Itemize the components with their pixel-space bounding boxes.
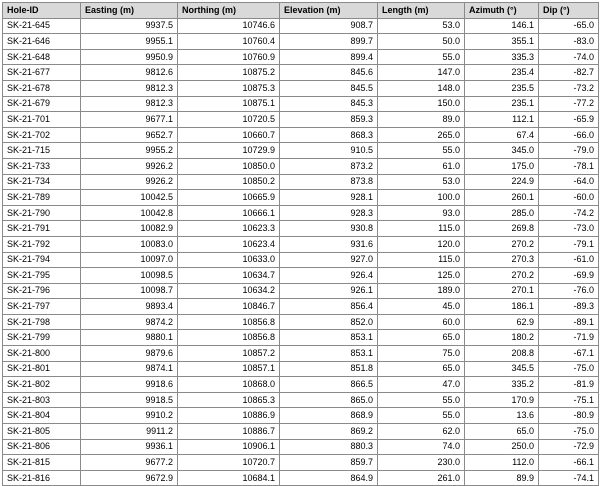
cell-easting: 9893.4 [81, 299, 178, 315]
cell-hole-id: SK-21-679 [3, 96, 81, 112]
cell-azimuth: 65.0 [465, 424, 539, 440]
table-row [3, 299, 599, 315]
cell-northing: 10875.2 [178, 65, 280, 81]
cell-elevation: 908.7 [280, 18, 378, 34]
cell-azimuth: 270.2 [465, 268, 539, 284]
cell-elevation: 899.7 [280, 34, 378, 50]
cell-dip: -72.9 [539, 439, 599, 455]
cell-hole-id: SK-21-702 [3, 127, 81, 143]
cell-azimuth: 13.6 [465, 408, 539, 424]
cell-azimuth: 62.9 [465, 314, 539, 330]
cell-elevation: 873.2 [280, 158, 378, 174]
cell-azimuth: 270.3 [465, 252, 539, 268]
cell-easting: 9926.2 [81, 158, 178, 174]
cell-azimuth: 345.0 [465, 143, 539, 159]
table-row [3, 268, 599, 284]
table-row [3, 236, 599, 252]
cell-northing: 10906.1 [178, 439, 280, 455]
cell-length: 147.0 [378, 65, 465, 81]
header-dip: Dip (°) [539, 3, 599, 19]
cell-dip: -61.0 [539, 252, 599, 268]
cell-elevation: 852.0 [280, 314, 378, 330]
cell-dip: -79.0 [539, 143, 599, 159]
cell-azimuth: 335.2 [465, 377, 539, 393]
cell-easting: 9874.1 [81, 361, 178, 377]
cell-elevation: 851.8 [280, 361, 378, 377]
cell-hole-id: SK-21-791 [3, 221, 81, 237]
cell-elevation: 927.0 [280, 252, 378, 268]
cell-elevation: 864.9 [280, 470, 378, 486]
cell-length: 74.0 [378, 439, 465, 455]
cell-dip: -64.0 [539, 174, 599, 190]
header-row [3, 3, 599, 19]
table-row [3, 18, 599, 34]
cell-northing: 10633.0 [178, 252, 280, 268]
table-row [3, 205, 599, 221]
cell-northing: 10666.1 [178, 205, 280, 221]
cell-length: 115.0 [378, 221, 465, 237]
cell-dip: -83.0 [539, 34, 599, 50]
cell-northing: 10665.9 [178, 190, 280, 206]
cell-azimuth: 175.0 [465, 158, 539, 174]
cell-length: 55.0 [378, 392, 465, 408]
cell-northing: 10850.0 [178, 158, 280, 174]
cell-easting: 9911.2 [81, 424, 178, 440]
cell-length: 100.0 [378, 190, 465, 206]
cell-hole-id: SK-21-802 [3, 377, 81, 393]
cell-elevation: 926.1 [280, 283, 378, 299]
cell-elevation: 853.1 [280, 346, 378, 362]
table-row [3, 190, 599, 206]
cell-length: 115.0 [378, 252, 465, 268]
cell-easting: 9936.1 [81, 439, 178, 455]
cell-hole-id: SK-21-806 [3, 439, 81, 455]
cell-northing: 10623.4 [178, 236, 280, 252]
cell-northing: 10875.3 [178, 80, 280, 96]
cell-easting: 9955.2 [81, 143, 178, 159]
cell-azimuth: 67.4 [465, 127, 539, 143]
cell-hole-id: SK-21-801 [3, 361, 81, 377]
table-row [3, 112, 599, 128]
cell-hole-id: SK-21-815 [3, 455, 81, 471]
cell-dip: -79.1 [539, 236, 599, 252]
cell-hole-id: SK-21-805 [3, 424, 81, 440]
table-row [3, 283, 599, 299]
table-row [3, 143, 599, 159]
header-azimuth: Azimuth (°) [465, 3, 539, 19]
table-row [3, 330, 599, 346]
cell-easting: 9910.2 [81, 408, 178, 424]
table-row [3, 158, 599, 174]
cell-dip: -60.0 [539, 190, 599, 206]
table-row [3, 34, 599, 50]
table-row [3, 127, 599, 143]
cell-northing: 10634.7 [178, 268, 280, 284]
cell-elevation: 926.4 [280, 268, 378, 284]
table-row [3, 49, 599, 65]
cell-hole-id: SK-21-701 [3, 112, 81, 128]
cell-dip: -74.1 [539, 470, 599, 486]
cell-length: 93.0 [378, 205, 465, 221]
cell-dip: -73.0 [539, 221, 599, 237]
cell-hole-id: SK-21-648 [3, 49, 81, 65]
cell-hole-id: SK-21-797 [3, 299, 81, 315]
cell-azimuth: 285.0 [465, 205, 539, 221]
cell-elevation: 856.4 [280, 299, 378, 315]
cell-easting: 9955.1 [81, 34, 178, 50]
cell-easting: 9880.1 [81, 330, 178, 346]
cell-northing: 10660.7 [178, 127, 280, 143]
cell-length: 261.0 [378, 470, 465, 486]
cell-dip: -74.0 [539, 49, 599, 65]
cell-hole-id: SK-21-798 [3, 314, 81, 330]
cell-length: 125.0 [378, 268, 465, 284]
cell-dip: -65.0 [539, 18, 599, 34]
cell-northing: 10720.5 [178, 112, 280, 128]
cell-hole-id: SK-21-804 [3, 408, 81, 424]
cell-length: 53.0 [378, 18, 465, 34]
cell-northing: 10875.1 [178, 96, 280, 112]
cell-dip: -78.1 [539, 158, 599, 174]
table-row [3, 65, 599, 81]
cell-azimuth: 235.1 [465, 96, 539, 112]
cell-northing: 10760.4 [178, 34, 280, 50]
cell-azimuth: 270.2 [465, 236, 539, 252]
cell-azimuth: 250.0 [465, 439, 539, 455]
cell-hole-id: SK-21-733 [3, 158, 81, 174]
cell-length: 53.0 [378, 174, 465, 190]
cell-length: 45.0 [378, 299, 465, 315]
cell-elevation: 899.4 [280, 49, 378, 65]
cell-northing: 10868.0 [178, 377, 280, 393]
cell-dip: -75.1 [539, 392, 599, 408]
cell-azimuth: 355.1 [465, 34, 539, 50]
cell-dip: -77.2 [539, 96, 599, 112]
table-row [3, 346, 599, 362]
cell-hole-id: SK-21-734 [3, 174, 81, 190]
cell-azimuth: 186.1 [465, 299, 539, 315]
cell-northing: 10846.7 [178, 299, 280, 315]
cell-northing: 10856.8 [178, 330, 280, 346]
cell-elevation: 865.0 [280, 392, 378, 408]
cell-dip: -75.0 [539, 424, 599, 440]
table-row [3, 408, 599, 424]
table-row [3, 392, 599, 408]
cell-easting: 9652.7 [81, 127, 178, 143]
cell-hole-id: SK-21-677 [3, 65, 81, 81]
cell-length: 60.0 [378, 314, 465, 330]
cell-hole-id: SK-21-646 [3, 34, 81, 50]
cell-elevation: 931.6 [280, 236, 378, 252]
cell-elevation: 873.8 [280, 174, 378, 190]
cell-northing: 10634.2 [178, 283, 280, 299]
cell-elevation: 859.7 [280, 455, 378, 471]
cell-azimuth: 345.5 [465, 361, 539, 377]
cell-easting: 10083.0 [81, 236, 178, 252]
cell-northing: 10684.1 [178, 470, 280, 486]
cell-azimuth: 112.0 [465, 455, 539, 471]
cell-length: 55.0 [378, 143, 465, 159]
cell-hole-id: SK-21-645 [3, 18, 81, 34]
drill-hole-table [2, 2, 599, 486]
cell-northing: 10623.3 [178, 221, 280, 237]
cell-easting: 9926.2 [81, 174, 178, 190]
cell-northing: 10729.9 [178, 143, 280, 159]
cell-easting: 10042.8 [81, 205, 178, 221]
cell-elevation: 928.1 [280, 190, 378, 206]
cell-elevation: 866.5 [280, 377, 378, 393]
cell-northing: 10856.8 [178, 314, 280, 330]
cell-northing: 10850.2 [178, 174, 280, 190]
cell-hole-id: SK-21-792 [3, 236, 81, 252]
cell-azimuth: 112.1 [465, 112, 539, 128]
cell-northing: 10760.9 [178, 49, 280, 65]
cell-dip: -66.0 [539, 127, 599, 143]
cell-easting: 9918.6 [81, 377, 178, 393]
cell-azimuth: 260.1 [465, 190, 539, 206]
cell-length: 89.0 [378, 112, 465, 128]
cell-elevation: 853.1 [280, 330, 378, 346]
table-body [3, 18, 599, 486]
cell-easting: 9918.5 [81, 392, 178, 408]
cell-dip: -73.2 [539, 80, 599, 96]
table-row [3, 361, 599, 377]
cell-northing: 10720.7 [178, 455, 280, 471]
cell-azimuth: 224.9 [465, 174, 539, 190]
cell-dip: -69.9 [539, 268, 599, 284]
cell-length: 55.0 [378, 49, 465, 65]
cell-azimuth: 235.4 [465, 65, 539, 81]
header-elevation: Elevation (m) [280, 3, 378, 19]
cell-easting: 10098.5 [81, 268, 178, 284]
cell-elevation: 910.5 [280, 143, 378, 159]
cell-hole-id: SK-21-795 [3, 268, 81, 284]
table-row [3, 455, 599, 471]
cell-easting: 9812.6 [81, 65, 178, 81]
cell-dip: -76.0 [539, 283, 599, 299]
cell-elevation: 868.3 [280, 127, 378, 143]
cell-length: 50.0 [378, 34, 465, 50]
cell-elevation: 869.2 [280, 424, 378, 440]
cell-northing: 10886.9 [178, 408, 280, 424]
cell-easting: 9677.1 [81, 112, 178, 128]
header-length: Length (m) [378, 3, 465, 19]
cell-elevation: 859.3 [280, 112, 378, 128]
cell-hole-id: SK-21-678 [3, 80, 81, 96]
cell-elevation: 845.3 [280, 96, 378, 112]
cell-easting: 9950.9 [81, 49, 178, 65]
table-row [3, 174, 599, 190]
cell-dip: -67.1 [539, 346, 599, 362]
cell-azimuth: 335.3 [465, 49, 539, 65]
cell-length: 265.0 [378, 127, 465, 143]
cell-length: 62.0 [378, 424, 465, 440]
cell-elevation: 845.6 [280, 65, 378, 81]
cell-northing: 10886.7 [178, 424, 280, 440]
cell-azimuth: 146.1 [465, 18, 539, 34]
table-row [3, 314, 599, 330]
cell-elevation: 845.5 [280, 80, 378, 96]
cell-hole-id: SK-21-715 [3, 143, 81, 159]
cell-elevation: 868.9 [280, 408, 378, 424]
cell-dip: -71.9 [539, 330, 599, 346]
cell-dip: -81.9 [539, 377, 599, 393]
table-row [3, 424, 599, 440]
cell-dip: -66.1 [539, 455, 599, 471]
cell-easting: 10097.0 [81, 252, 178, 268]
cell-elevation: 930.8 [280, 221, 378, 237]
table-row [3, 377, 599, 393]
drill-hole-table-container [2, 2, 598, 486]
cell-length: 47.0 [378, 377, 465, 393]
cell-length: 55.0 [378, 408, 465, 424]
cell-northing: 10865.3 [178, 392, 280, 408]
cell-hole-id: SK-21-794 [3, 252, 81, 268]
cell-hole-id: SK-21-796 [3, 283, 81, 299]
cell-length: 230.0 [378, 455, 465, 471]
cell-azimuth: 89.9 [465, 470, 539, 486]
header-hole-id: Hole-ID [3, 3, 81, 19]
cell-hole-id: SK-21-789 [3, 190, 81, 206]
table-row [3, 80, 599, 96]
cell-hole-id: SK-21-799 [3, 330, 81, 346]
cell-dip: -82.7 [539, 65, 599, 81]
cell-length: 120.0 [378, 236, 465, 252]
cell-azimuth: 269.8 [465, 221, 539, 237]
cell-easting: 9874.2 [81, 314, 178, 330]
cell-azimuth: 235.5 [465, 80, 539, 96]
cell-easting: 9677.2 [81, 455, 178, 471]
cell-azimuth: 170.9 [465, 392, 539, 408]
table-row [3, 252, 599, 268]
cell-dip: -74.2 [539, 205, 599, 221]
header-easting: Easting (m) [81, 3, 178, 19]
table-row [3, 221, 599, 237]
cell-azimuth: 270.1 [465, 283, 539, 299]
cell-hole-id: SK-21-790 [3, 205, 81, 221]
cell-length: 148.0 [378, 80, 465, 96]
cell-northing: 10857.2 [178, 346, 280, 362]
table-row [3, 439, 599, 455]
cell-easting: 10082.9 [81, 221, 178, 237]
cell-dip: -65.9 [539, 112, 599, 128]
cell-elevation: 928.3 [280, 205, 378, 221]
cell-length: 65.0 [378, 361, 465, 377]
cell-easting: 9812.3 [81, 80, 178, 96]
cell-easting: 9937.5 [81, 18, 178, 34]
cell-azimuth: 180.2 [465, 330, 539, 346]
cell-length: 75.0 [378, 346, 465, 362]
cell-hole-id: SK-21-803 [3, 392, 81, 408]
cell-length: 189.0 [378, 283, 465, 299]
cell-dip: -75.0 [539, 361, 599, 377]
cell-northing: 10746.6 [178, 18, 280, 34]
cell-hole-id: SK-21-816 [3, 470, 81, 486]
cell-azimuth: 208.8 [465, 346, 539, 362]
header-northing: Northing (m) [178, 3, 280, 19]
cell-dip: -80.9 [539, 408, 599, 424]
cell-length: 61.0 [378, 158, 465, 174]
table-row [3, 470, 599, 486]
table-row [3, 96, 599, 112]
cell-northing: 10857.1 [178, 361, 280, 377]
cell-easting: 9812.3 [81, 96, 178, 112]
cell-elevation: 880.3 [280, 439, 378, 455]
cell-length: 150.0 [378, 96, 465, 112]
cell-easting: 9879.6 [81, 346, 178, 362]
cell-easting: 10098.7 [81, 283, 178, 299]
cell-dip: -89.1 [539, 314, 599, 330]
table-header [3, 3, 599, 19]
cell-easting: 10042.5 [81, 190, 178, 206]
cell-dip: -89.3 [539, 299, 599, 315]
cell-hole-id: SK-21-800 [3, 346, 81, 362]
cell-easting: 9672.9 [81, 470, 178, 486]
cell-length: 65.0 [378, 330, 465, 346]
